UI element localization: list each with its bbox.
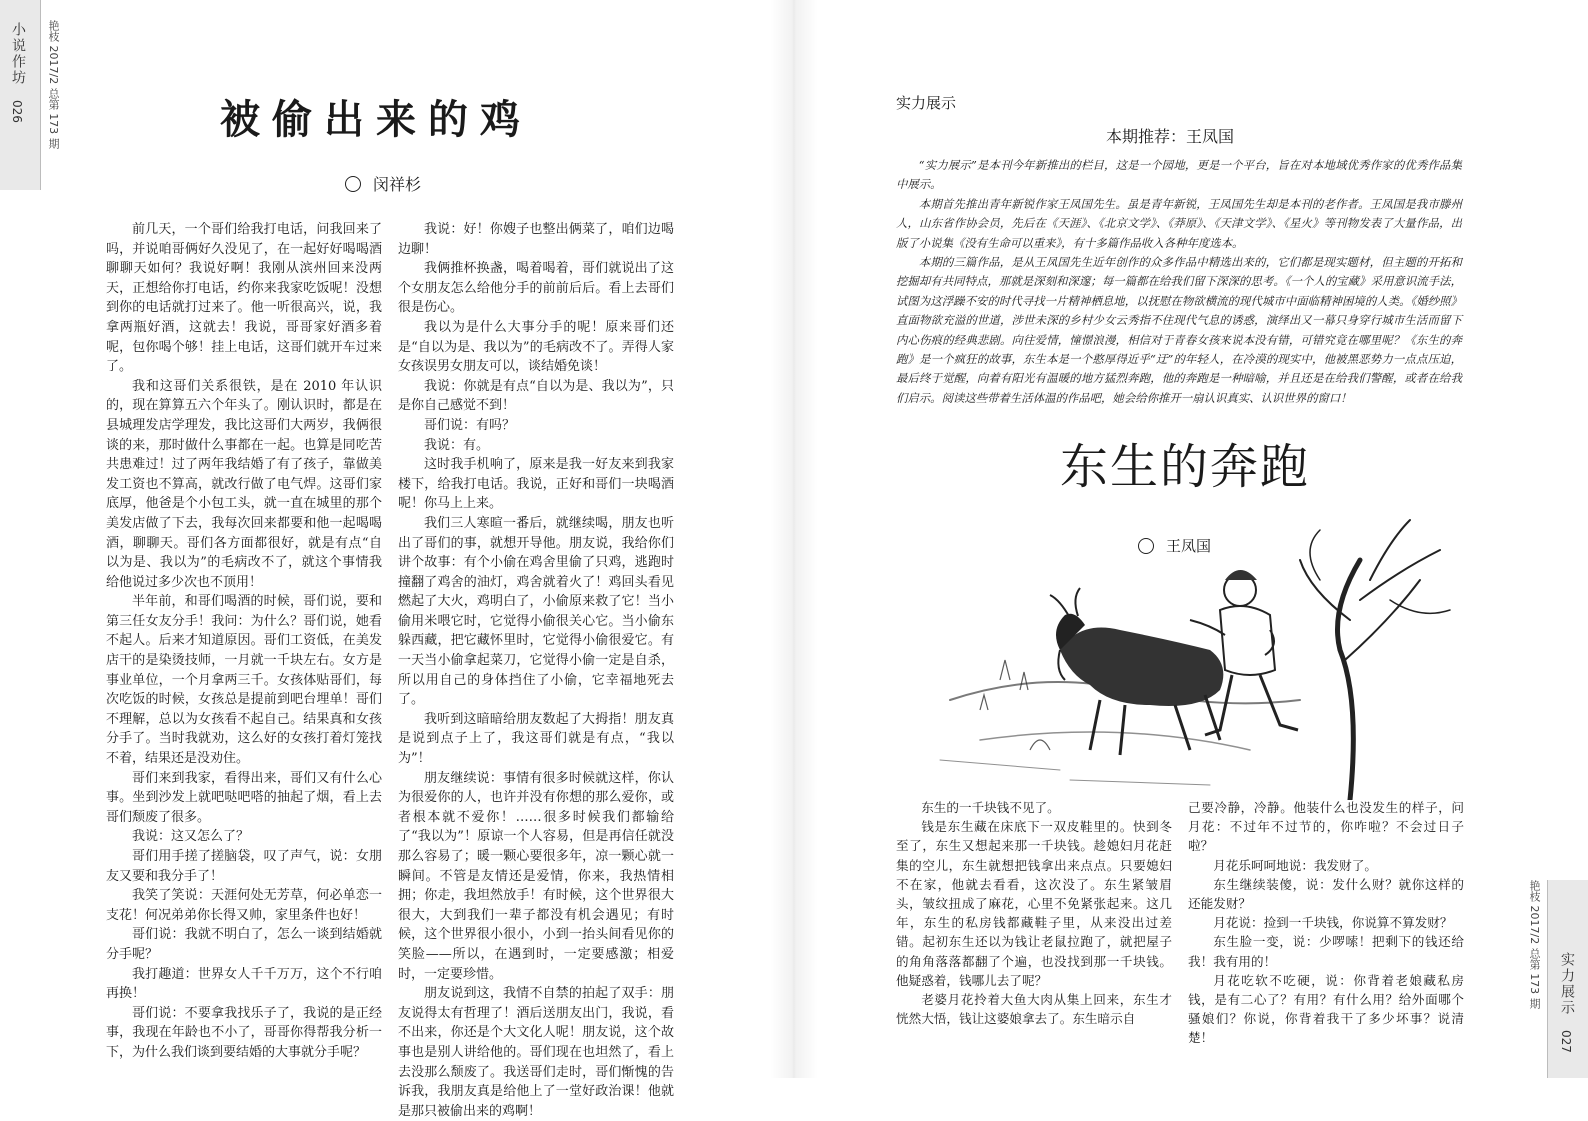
paragraph: 哥们说：我就不明白了，怎么一谈到结婚就分手呢？ [106, 927, 382, 962]
paragraph: 我说：你就是有点“自以为是、我以为”，只是你自己感觉不到！ [398, 378, 674, 414]
paragraph: 东生的一千块钱不见了。 [921, 800, 1060, 815]
right-column-2 [1188, 798, 1464, 1048]
left-section-label: 小说作坊 [10, 22, 26, 86]
paragraph: 我以为是什么大事分手的呢！原来哥们还是“自以为是、我以为”的毛病改不了。弄得人家女孩误男女朋友可以，谈结婚免谈！ [398, 319, 674, 375]
paragraph: 我说：这又怎么了？ [132, 829, 250, 845]
paragraph: 月花乐呵呵地说：我发财了。 [1213, 857, 1377, 873]
paragraph: 老婆月花拎着大鱼大肉从集上回来，东生才恍然大悟，钱让这婆娘拿去了。东生暗示自 [896, 992, 1172, 1027]
section-title: 实力展示 [896, 94, 957, 112]
byline-right [1138, 535, 1211, 556]
left-section-tab [0, 0, 41, 190]
paragraph: 钱是东生藏在床底下一双皮鞋里的。快到冬至了，东生又想起来那一千块钱。趁媳妇月花赶集的空儿，东生就想把钱拿出来点点。只要媳妇不在家，他就去看看，这次没了。东生紧皱眉头，皱纹扭成了麻花，心里不免紧张起来。这几年，东生的私房钱都藏鞋子里，从来没出过差错。起初东生还以为钱让老鼠拉跑了，就把屋子的角角落落都翻了个遍，也没找到那一千块钱。他疑惑着，钱哪儿去了呢？ [896, 819, 1172, 988]
right-section-label: 实力展示 [1559, 952, 1575, 1016]
paragraph: 月花说：捡到一千块钱，你说算不算发财？ [1213, 915, 1453, 931]
paragraph: 我听到这暗暗给朋友数起了大拇指！朋友真是说到点子上了，我这哥们就是有点，“我以为”！ [398, 711, 674, 767]
recommend-heading: 本期推荐：王凤国 [1106, 127, 1235, 146]
paragraph: 哥们来到我家，看得出来，哥们又有什么心事。坐到沙发上就吧哒吧嗒的抽起了烟，看上去哥们颓废了很多。 [106, 770, 382, 825]
paragraph: 我们三人寒暄一番后，就继续喝，朋友也听出了哥们的事，就想开导他。朋友说，我给你们讲个故事：有个小偷在鸡舍里偷了只鸡，逃跑时撞翻了鸡舍的油灯，鸡舍就着火了！鸡回头看见燃起了大火，鸡明白了，小偷原来救了它！当小偷用米喂它时，它觉得小偷很关心它。当小偷东躲西藏，把它藏怀里时，它觉得小偷很爱它。有一天当小偷拿起菜刀，它觉得小偷一定是自杀，所以用自己的身体挡住了小偷，它幸福地死去了。 [398, 515, 674, 708]
paragraph: 哥们说：不要拿我找乐子了，我说的是正经事，我现在年龄也不小了，哥哥你得帮我分析一下，为什么我们谈到要结婚的大事就分手呢？ [106, 1005, 382, 1060]
right-section-tab [1547, 880, 1588, 1078]
paragraph: 我俩推杯换盏，喝着喝着，哥们就说出了这个女朋友怎么给他分手的前前后后。看上去哥们很是伤心。 [398, 261, 674, 316]
paragraph: 月花吃软不吃硬，说：你背着老娘藏私房钱，是有二心了？有用？有什么用？给外面哪个骚娘们？你说，你背着我干了多少坏事？说清楚！ [1188, 972, 1464, 1046]
author-name-left: 闵祥杉 [373, 175, 422, 194]
paragraph: 半年前，和哥们喝酒的时候，哥们说，要和第三任女友分手！我问：为什么？哥们说，她看不起人。后来才知道原因。哥们工资低，在美发店干的是染烫技师，一月就一千块左右。女方是事业单位，一个月拿两三千。女孩体贴哥们，每次吃饭的时候，女孩总是提前到吧台埋单！哥们不理解，总以为女孩看不起自己。结果真和女孩分手了。当时我就劝，这么好的女孩打着灯笼找不着，结果还是没劝住。 [106, 594, 382, 767]
paragraph: 本期的三篇作品，是从王凤国先生近年创作的众多作品中精选出来的，它们都是现实题材，但主题的开拓和挖掘却有共同特点，那就是深刻和深邃；每一篇都在给我们留下深深的思考。《一个人的宝藏》采用意识流手法，试图为这浮躁不安的时代寻找一片精神栖息地，以抚慰在物欲横流的现代城市中面临精神困境的人类。《婚纱照》直面物欲充溢的世道，涉世未深的乡村少女云秀指不住现代气息的诱惑，演绎出又一幕只身穿行城市生活而留下内心伤痕的经典悲剧。向往爱情，憧憬浪漫，相信对于青春女孩来说本没有错，可错究竟在哪里呢？《东生的奔跑》是一个疯狂的故事，东生本是一个憨厚得近乎“迂”的年轻人，在冷漠的现实中，他被黑恶势力一点点压迫，最后终于觉醒，向着有阳光有温暖的地方猛烈奔跑，他的奔跑是一种暗喻，并且还是在给我们警醒，或者在给我们启示。阅读这些带着生活体温的作品吧，她会给你推开一扇认识真实、认识世界的窗口！ [896, 255, 1462, 405]
paragraph: 朋友说到这，我情不自禁的拍起了双手：朋友说得太有哲理了！酒后送朋友出门，我说，看不出来，你还是个大文化人呢！朋友说，这个故事也是别人讲给他的。哥们现在也坦然了，看上去没那么颓废了。我送哥们走时，哥们惭愧的告诉我，我朋友真是给他上了一堂好政治课！他就是那只被偷出来的鸡啊！ [398, 986, 674, 1119]
circle-icon [345, 176, 361, 192]
paragraph: 朋友继续说：事情有很多时候就这样，你认为很爱你的人，也许并没有你想的那么爱你，或者根本就不爱你！……很多时候我们都输给了“我以为”！原谅一个人容易，但是再信任就没那么容易了；暖一颗心要很多年，凉一颗心就一瞬间。不管是友情还是爱情，你来，我热情相拥；你走，我坦然放手！有时候，这个世界很大很大，大到我们一辈子都没有机会遇见；有时候，这个世界很小很小，小到一抬头间看见你的笑脸——所以，在遇到时，一定要感激；相爱时，一定要珍惜。 [398, 770, 674, 982]
paragraph: 我打趣道：世界女人千千万万，这个不行咱再换！ [106, 966, 382, 1002]
author-name-right: 王凤国 [1166, 537, 1212, 555]
right-column-1 [896, 798, 1172, 1028]
byline-left [345, 172, 421, 195]
book-spine [770, 0, 818, 1078]
paragraph: 东生继续装傻，说：发什么财？就你这样的还能发财？ [1188, 876, 1464, 912]
right-running-head: 艳枝 2017/2 总第 173 期 [1528, 880, 1541, 1009]
goat-figure [1050, 588, 1223, 755]
paragraph: 这时我手机响了，原来是我一好友来到我家楼下，给我打电话。我说，正好和哥们一块喝酒呢！你马上上来。 [398, 457, 674, 512]
left-column-1 [106, 220, 382, 1063]
left-running-head: 艳枝 2017/2 总第 173 期 [47, 20, 60, 149]
circle-icon [1138, 538, 1154, 554]
paragraph: 我说：好！你嫂子也整出俩菜了，咱们边喝边聊！ [398, 222, 674, 257]
paragraph: 我笑了笑说：天涯何处无芳草，何必单恋一支花！何况弟弟你长得又帅，家里条件也好！ [106, 888, 382, 923]
paragraph: 本期首先推出青年新锐作家王凤国先生。虽是青年新锐，王凤国先生却是本刊的老作者。王凤国是我市滕州人，山东省作协会员，先后在《天涯》、《北京文学》、《莽原》、《天津文学》、《星火》等刊物发表了大量作品，出版了小说集《没有生命可以重来》，有十多篇作品收入各种年度选本。 [896, 196, 1462, 250]
paragraph: 我和这哥们关系很铁，是在 2010 年认识的，现在算算五六个年头了。刚认识时，都是在县城理发店学理发，我比这哥们大两岁，我俩很谈的来，那时做什么事都在一起。也算是同吃苦共患难过！过了两年我结婚了有了孩子，靠做美发工资也不算高，就改行做了电气焊。这哥们家底厚，他爸是个小包工头，就一直在城里的那个美发店做了下去，我每次回来都要和他一起喝喝酒，聊聊天。哥们各方面都很好，就是有点“自以为是、我以为”的毛病改不了，就这个事情我给他说过多少次也不顶用！ [106, 378, 382, 590]
story-title-right: 东生的奔跑 [1060, 439, 1311, 495]
paragraph: “实力展示”是本刊今年新推出的栏目，这是一个园地，更是一个平台，旨在对本地域优秀作家的优秀作品集中展示。 [896, 158, 1462, 192]
paragraph: 东生脸一变，说：少啰嗦！把剩下的钱还给我！我有用的！ [1188, 934, 1464, 969]
left-column-2 [398, 220, 674, 1121]
paragraph: 哥们用手搓了搓脑袋，叹了声气，说：女朋友又要和我分手了！ [106, 849, 382, 884]
right-page-number: 027 [1559, 1030, 1573, 1053]
story-title-left: 被偷出来的鸡 [220, 96, 532, 143]
editor-intro [896, 156, 1462, 408]
left-page-number: 026 [10, 100, 24, 123]
paragraph: 前几天，一个哥们给我打电话，问我回来了吗，并说咱哥俩好久没见了，在一起好好喝喝酒聊聊天如何？我说好啊！我刚从滨州回来没两天，正想给你打电话，约你来我家吃饭呢！没想到你的电话就打过来了。他一听很高兴，说，我拿两瓶好酒，这就去！我说，哥哥家好酒多着呢，包你喝个够！挂上电话，这哥们就开车过来了。 [106, 222, 382, 375]
paragraph: 我说：有。 [424, 437, 490, 453]
paragraph: 哥们说：有吗？ [424, 417, 516, 433]
paragraph: 己要冷静，冷静。他装什么也没发生的样子，问月花：不过年不过节的，你咋啦？不会过日子啦？ [1188, 800, 1464, 854]
